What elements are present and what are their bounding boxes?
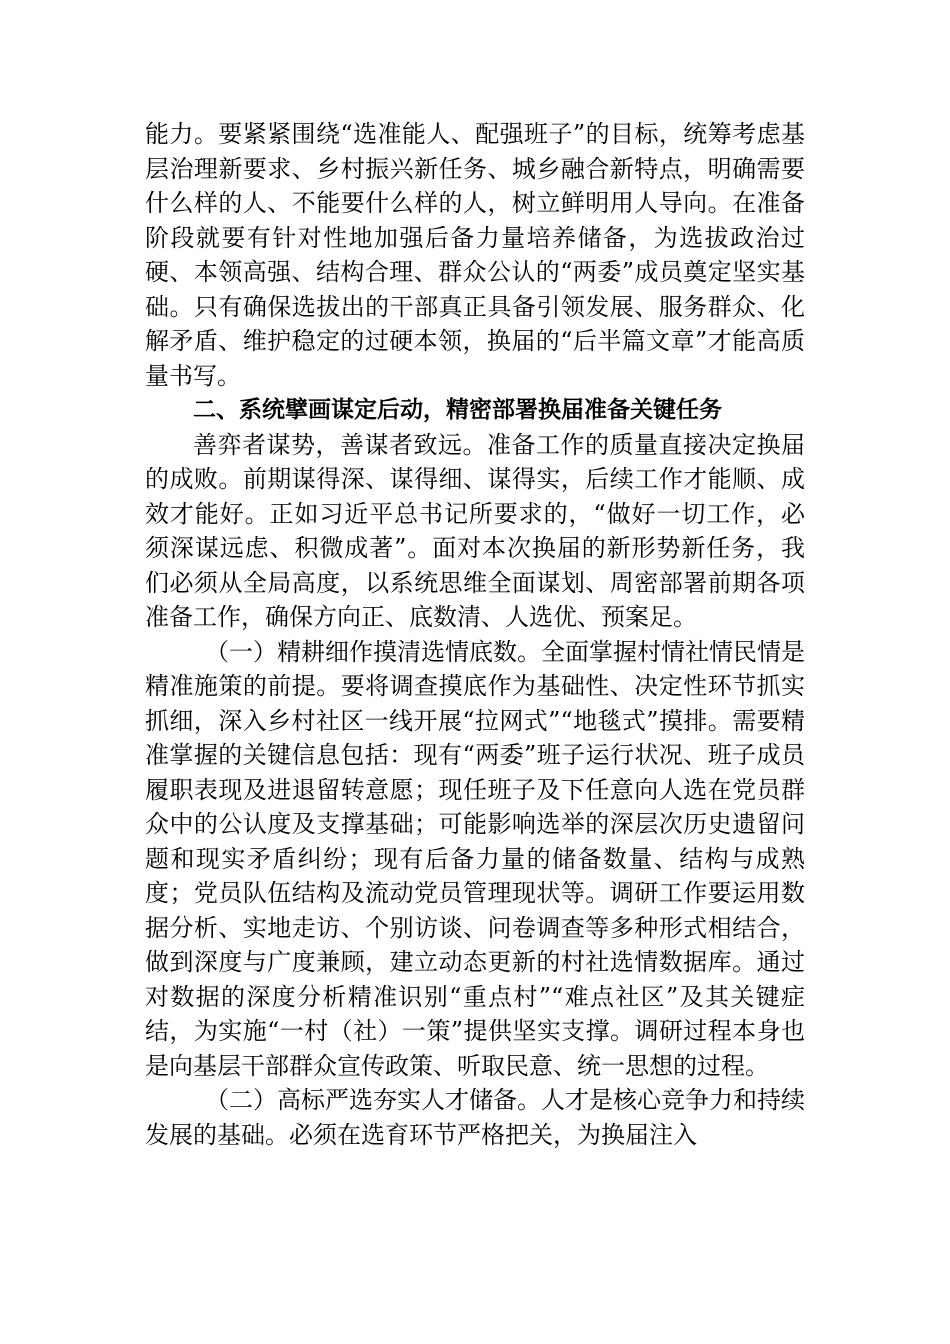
- paragraph-subsection-1: （一）精耕细作摸清选情底数。全面掌握村情社情民情是精准施策的前提。要将调查摸底作为基础性、决定性环节抓实抓细，深入乡村社区一线开展“拉网式”“地毯式”摸排。需要精准掌握的关键信息包括：现有“两委”班子运行状况、班子成员履职表现及进退留转意愿；现任班子及下任意向人选在党员群众中的公认度及支撑基础；可能影响选举的深层次历史遗留问题和现实矛盾纠纷；现有后备力量的储备数量、结构与成熟度；党员队伍结构及流动党员管理现状等。调研工作要运用数据分析、实地走访、个别访谈、问卷调查等多种形式相结合，做到深度与广度兼顾，建立动态更新的村社选情数据库。通过对数据的深度分析精准识别“重点村”“难点社区”及其关键症结，为实施“一村（社）一策”提供坚实支撑。调研过程本身也是向基层干部群众宣传政策、听取民意、统一思想的过程。: [145, 637, 805, 1080]
- section-heading: 二、系统擘画谋定后动，精密部署换届准备关键任务: [193, 397, 722, 423]
- paragraph-subsection-2: （二）高标严选夯实人才储备。人才是核心竞争力和持续发展的基础。必须在选育环节严格把关，为换届注入: [145, 1086, 805, 1149]
- paragraph-continuation: 能力。要紧紧围绕“选准能人、配强班子”的目标，统筹考虑基层治理新要求、乡村振兴新任务、城乡融合新特点，明确需要什么样的人、不能要什么样的人，树立鲜明用人导向。在准备阶段就要有针对性地加强后备力量培养储备，为选拔政治过硬、本领高强、结构合理、群众公认的“两委”成员奠定坚实基础。只有确保选拔出的干部真正具备引领发展、服务群众、化解矛盾、维护稳定的过硬本领，换届的“后半篇文章”才能高质量书写。: [145, 120, 805, 390]
- paragraph-body: 善弈者谋势，善谋者致远。准备工作的质量直接决定换届的成败。前期谋得深、谋得细、谋得实，后续工作才能顺、成效才能好。正如习近平总书记所要求的，“做好一切工作，必须深谋远虑、积微成著”。面对本次换届的新形势新任务，我们必须从全局高度，以系统思维全面谋划、周密部署前期各项准备工作，确保方向正、底数清、人选优、预案足。: [145, 430, 805, 631]
- document-page: [145, 117, 805, 1152]
